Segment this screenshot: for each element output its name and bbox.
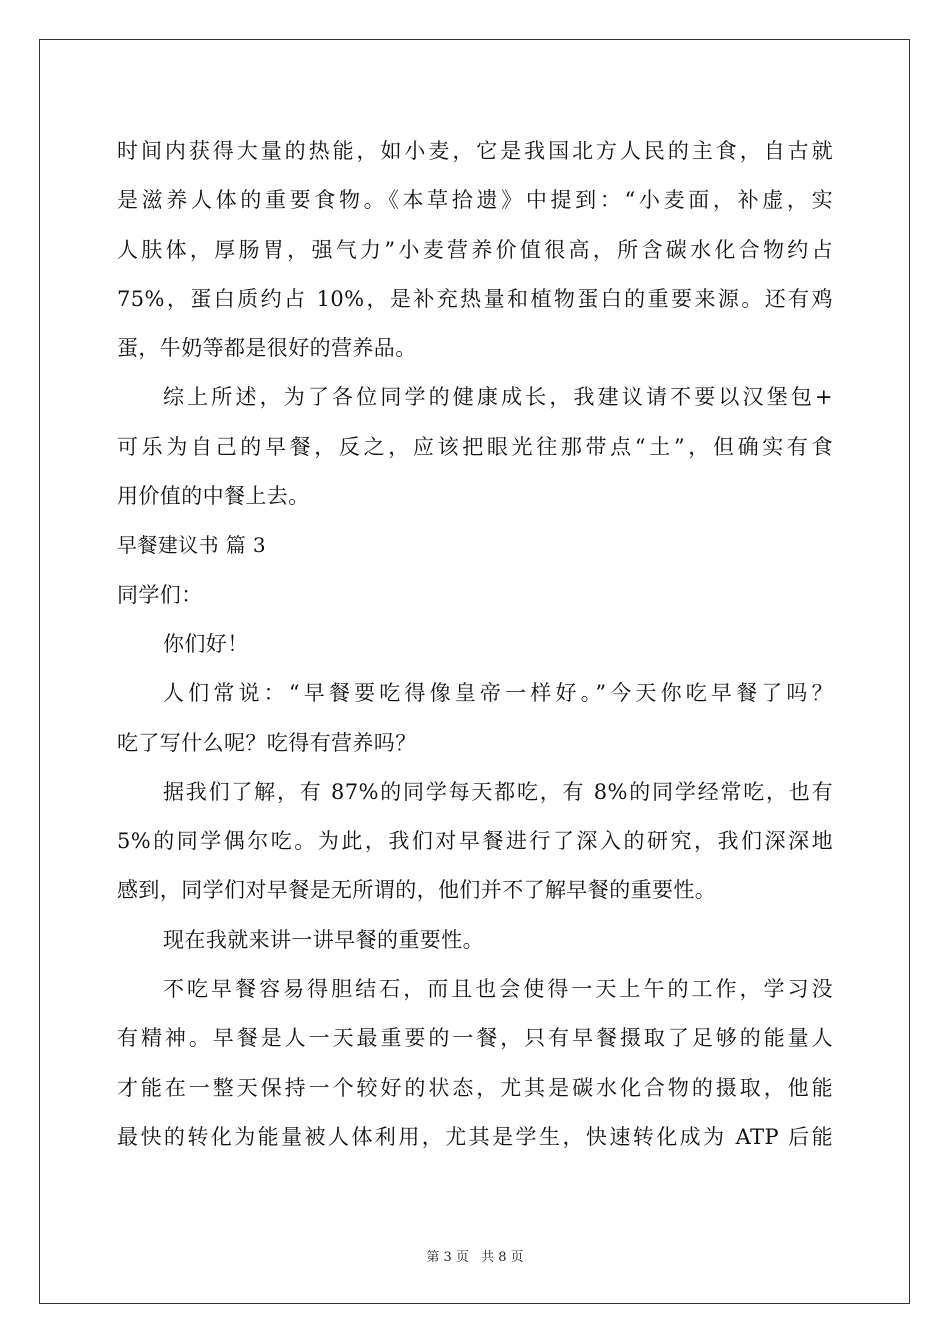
text-line: 5%的同学偶尔吃。为此，我们对早餐进行了深入的研究，我们深深地	[117, 829, 833, 854]
text-line: 有精神。早餐是人一天最重要的一餐，只有早餐摄取了足够的能量人	[117, 1026, 833, 1051]
text-line: 感到，同学们对早餐是无所谓的，他们并不了解早餐的重要性。	[117, 878, 717, 903]
text-line: 时间内获得大量的热能，如小麦，它是我国北方人民的主食，自古就	[117, 139, 833, 163]
text-line: 人肤体，厚肠胃，强气力”小麦营养价值很高，所含碳水化合物约占	[117, 237, 833, 262]
text-line: 蛋，牛奶等都是很好的营养品。	[117, 336, 417, 361]
page-number: 第 3 页	[426, 1250, 469, 1265]
text-line: 用价值的中餐上去。	[117, 484, 310, 509]
document-body	[117, 127, 833, 1162]
text-line: 可乐为自己的早餐，反之，应该把眼光往那带点“土”，但确实有食	[117, 434, 833, 459]
text-line: 是滋养人体的重要食物。《本草拾遗》中提到：“小麦面，补虚，实	[117, 188, 833, 213]
section-heading: 早餐建议书 篇 3	[117, 533, 267, 558]
text-line: 你们好！	[163, 631, 249, 656]
text-line: 75%，蛋白质约占 10%，是补充热量和植物蛋白的重要来源。还有鸡	[117, 286, 833, 311]
text-line: 现在我就来讲一讲早餐的重要性。	[163, 927, 484, 952]
page-total: 共 8 页	[481, 1250, 524, 1265]
text-line: 吃了写什么呢？吃得有营养吗？	[117, 730, 417, 755]
text-line: 不吃早餐容易得胆结石，而且也会使得一天上午的工作，学习没	[163, 977, 833, 1002]
text-line: 据我们了解，有 87%的同学每天都吃，有 8%的同学经常吃，也有	[163, 779, 833, 804]
page-footer	[0, 1246, 950, 1265]
text-line: 最快的转化为能量被人体利用，尤其是学生，快速转化成为 ATP 后能	[117, 1124, 833, 1149]
text-line: 综上所述，为了各位同学的健康成长，我建议请不要以汉堡包+	[163, 385, 833, 410]
text-line: 才能在一整天保持一个较好的状态，尤其是碳水化合物的摄取，他能	[117, 1075, 833, 1100]
text-line: 同学们：	[117, 582, 203, 607]
text-line: 人们常说：“早餐要吃得像皇帝一样好。”今天你吃早餐了吗？	[163, 681, 833, 706]
